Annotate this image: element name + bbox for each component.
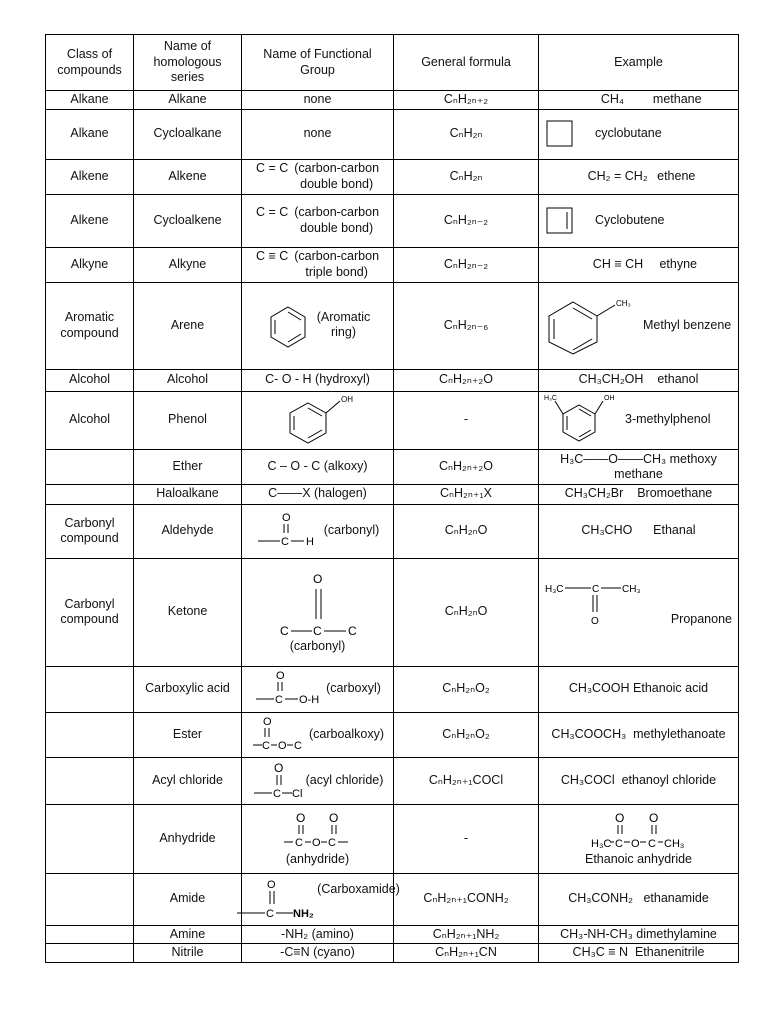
series-cell: Aldehyde <box>134 504 242 558</box>
group-cell <box>242 391 394 449</box>
series-cell: Cycloalkane <box>134 109 242 159</box>
table-row <box>46 109 739 159</box>
svg-text:C: C <box>279 624 289 639</box>
group-cell <box>242 757 394 804</box>
example-cell <box>539 666 739 712</box>
class-cell <box>46 449 134 484</box>
methylphenol-structure <box>543 393 623 447</box>
svg-text:C: C <box>261 739 270 752</box>
example-cell <box>539 504 739 558</box>
example-formula: CH₂ = CH₂ <box>587 168 648 183</box>
group-cell <box>242 558 394 666</box>
class-cell: Alcohol <box>46 391 134 449</box>
series-cell: Phenol <box>134 391 242 449</box>
series-cell: Amine <box>134 925 242 944</box>
svg-text:CH₃: CH₃ <box>622 584 641 596</box>
class-cell <box>46 757 134 804</box>
group-cell <box>242 666 394 712</box>
group-description: (Carboxamide) <box>317 882 400 897</box>
formula-cell: CₙH₂ₙ₋₂ <box>394 247 539 282</box>
series-cell: Ether <box>134 449 242 484</box>
svg-text:O: O <box>591 616 599 628</box>
formula-cell: CₙH₂ₙ₊₁CONH₂ <box>394 873 539 925</box>
formula-cell: CₙH₂ₙO <box>394 504 539 558</box>
example-name: methoxy <box>669 451 717 466</box>
formula-cell: CₙH₂ₙO <box>394 558 539 666</box>
example-formula: CH₃CH₂OH <box>578 372 644 387</box>
example-formula: H₃C——O——CH₃ <box>560 451 667 466</box>
table-row <box>46 558 739 666</box>
class-cell <box>46 666 134 712</box>
group-description: (anhydride) <box>285 851 350 866</box>
svg-text:CH₃: CH₃ <box>663 837 684 850</box>
example-name: ethanol <box>657 372 699 387</box>
table-row <box>46 504 739 558</box>
example-name: cyclobutane <box>595 126 662 141</box>
cyclobutene-structure <box>543 205 575 237</box>
svg-text:O: O <box>281 512 291 525</box>
methyl-benzene-structure <box>543 294 639 358</box>
example-formula: CH₃COCl <box>560 772 615 787</box>
group-cell <box>242 247 394 282</box>
svg-text:O: O <box>295 810 305 825</box>
example-cell <box>539 369 739 391</box>
example-name: Bromoethane <box>637 486 713 501</box>
example-name: Ethanoic anhydride <box>584 851 693 866</box>
example-name: Ethanoic acid <box>633 681 709 696</box>
amide-structure <box>235 876 317 922</box>
formula-cell: CₙH₂ₙO₂ <box>394 666 539 712</box>
group-cell <box>242 804 394 873</box>
example-cell <box>539 449 739 484</box>
group-cell <box>242 159 394 194</box>
example-formula: CH₃CH₂Br <box>564 486 624 501</box>
svg-text:C: C <box>592 584 600 596</box>
anhydride-structure <box>278 810 358 852</box>
table-row <box>46 757 739 804</box>
series-cell: Ester <box>134 712 242 757</box>
group-cell <box>242 873 400 925</box>
svg-text:C: C <box>280 536 289 549</box>
svg-text:NH₂: NH₂ <box>293 908 314 921</box>
example-name: ethanoyl chloride <box>621 772 717 787</box>
formula-cell: - <box>394 804 539 873</box>
svg-text:O: O <box>614 810 624 825</box>
class-cell <box>46 944 134 963</box>
example-name: ethanamide <box>643 891 709 906</box>
header-example: Example <box>539 35 739 91</box>
formula-cell: CₙH₂ₙ₊₁COCl <box>394 757 539 804</box>
svg-text:C: C <box>275 694 284 707</box>
example-cell <box>539 91 739 110</box>
series-cell: Carboxylic acid <box>134 666 242 712</box>
cyclobutane-structure <box>543 118 575 150</box>
example-cell <box>539 925 739 944</box>
class-cell: Alkane <box>46 91 134 110</box>
header-group: Name of Functional Group <box>242 35 394 91</box>
group-cell <box>242 712 394 757</box>
example-name: methane <box>652 92 702 106</box>
class-cell <box>46 873 134 925</box>
example-formula: CH₃COOCH₃ <box>551 726 627 741</box>
series-cell: Arene <box>134 282 242 369</box>
formula-cell: CₙH₂ₙ <box>394 159 539 194</box>
formula-cell: CₙH₂ₙ₋₆ <box>394 282 539 369</box>
series-cell: Haloalkane <box>134 484 242 504</box>
svg-text:O: O <box>273 760 283 775</box>
example-name-continued: methane <box>614 466 663 481</box>
example-name: ethene <box>657 168 696 183</box>
example-name: 3-methylphenol <box>625 412 711 427</box>
class-cell <box>46 925 134 944</box>
ketone-structure <box>268 569 368 639</box>
table-row <box>46 484 739 504</box>
table-row <box>46 91 739 110</box>
class-cell: Aromatic compound <box>46 282 134 369</box>
formula-cell: - <box>394 391 539 449</box>
svg-text:C: C <box>647 837 656 850</box>
svg-text:O: O <box>267 879 276 892</box>
formula-cell: CₙH₂ₙ₊₂O <box>394 369 539 391</box>
homologous-series-table <box>45 34 739 963</box>
svg-text:O: O <box>277 739 287 752</box>
svg-text:C: C <box>347 624 357 639</box>
svg-text:C: C <box>312 624 322 639</box>
table-row <box>46 369 739 391</box>
example-cell <box>539 757 739 804</box>
table-row <box>46 712 739 757</box>
svg-text:C: C <box>266 908 275 921</box>
formula-cell: CₙH₂ₙ₊₂ <box>394 91 539 110</box>
formula-cell: CₙH₂ₙ₋₂ <box>394 194 539 247</box>
class-cell <box>46 804 134 873</box>
svg-text:Cl: Cl <box>291 787 302 800</box>
group-description: (Aromatic ring) <box>316 309 371 340</box>
svg-text:O: O <box>311 836 321 849</box>
formula-cell: CₙH₂ₙ <box>394 109 539 159</box>
group-cell: none <box>242 91 394 110</box>
group-description: (carbonyl) <box>289 639 346 654</box>
table-row <box>46 194 739 247</box>
header-series: Name of homologous series <box>134 35 242 91</box>
formula-cell: CₙH₂ₙ₊₁X <box>394 484 539 504</box>
example-name: methylethanoate <box>633 726 726 741</box>
example-formula: CH₃CONH₂ <box>568 891 634 906</box>
group-description: (carboxyl) <box>326 681 381 696</box>
example-cell <box>539 159 739 194</box>
formula-cell: CₙH₂ₙ₊₁CN <box>394 944 539 963</box>
svg-text:H: H <box>305 536 314 549</box>
formula-cell: CₙH₂ₙ₊₁NH₂ <box>394 925 539 944</box>
carboxyl-structure <box>254 669 324 709</box>
svg-text:C: C <box>614 837 623 850</box>
example-name: Propanone <box>670 612 732 627</box>
class-cell: Carbonyl compound <box>46 558 134 666</box>
example-name: ethyne <box>659 256 697 271</box>
series-cell: Alkane <box>134 91 242 110</box>
table-row <box>46 666 739 712</box>
group-description: (carbon-carbon double bond) <box>294 205 380 235</box>
table-row <box>46 282 739 369</box>
series-cell: Acyl chloride <box>134 757 242 804</box>
aldehyde-structure <box>256 511 318 551</box>
series-cell: Amide <box>134 873 242 925</box>
table-row <box>46 449 739 484</box>
group-cell: C – O - C (alkoxy) <box>242 449 394 484</box>
hydroxyl-label: OH <box>604 395 615 403</box>
example-formula: CH₃C ≡ N <box>572 945 628 960</box>
class-cell: Alcohol <box>46 369 134 391</box>
class-cell: Alkane <box>46 109 134 159</box>
example-cell <box>539 194 739 247</box>
example-cell <box>539 712 739 757</box>
example-cell <box>539 247 739 282</box>
example-cell <box>539 804 739 873</box>
svg-text:O: O <box>328 810 338 825</box>
class-cell: Alkene <box>46 159 134 194</box>
group-cell: C- O - H (hydroxyl) <box>242 369 394 391</box>
class-cell: Carbonyl compound <box>46 504 134 558</box>
table-row <box>46 247 739 282</box>
example-cell <box>539 484 739 504</box>
svg-text:O: O <box>262 715 272 728</box>
example-name: Ethanal <box>653 523 696 538</box>
group-cell: none <box>242 109 394 159</box>
series-cell: Nitrile <box>134 944 242 963</box>
example-cell <box>539 391 739 449</box>
series-cell: Alcohol <box>134 369 242 391</box>
group-cell <box>242 504 394 558</box>
group-formula: C = C <box>255 205 289 219</box>
svg-text:H₃C: H₃C <box>545 584 564 596</box>
class-cell: Alkyne <box>46 247 134 282</box>
series-cell: Anhydride <box>134 804 242 873</box>
series-cell: Alkene <box>134 159 242 194</box>
example-cell <box>539 109 739 159</box>
group-cell <box>242 194 394 247</box>
class-cell <box>46 484 134 504</box>
example-formula: CH₄ <box>600 92 624 106</box>
svg-text:C: C <box>327 836 336 849</box>
header-formula: General formula <box>394 35 539 91</box>
formula-cell: CₙH₂ₙ₊₂O <box>394 449 539 484</box>
svg-text:O: O <box>648 810 658 825</box>
formula-cell: CₙH₂ₙO₂ <box>394 712 539 757</box>
group-description: (carbon-carbon triple bond) <box>294 249 380 279</box>
header-class: Class of compounds <box>46 35 134 91</box>
svg-text:C: C <box>293 739 302 752</box>
group-description: (carboalkoxy) <box>308 726 385 741</box>
example-cell <box>539 944 739 963</box>
svg-text:O: O <box>312 572 322 587</box>
table-row <box>46 804 739 873</box>
table-row <box>46 873 739 925</box>
example-formula: CH₃CHO <box>581 523 633 538</box>
example-formula: CH₃-NH-CH₃ <box>560 926 633 941</box>
phenol-structure <box>268 393 368 447</box>
series-cell: Ketone <box>134 558 242 666</box>
group-description: (carbonyl) <box>323 523 380 538</box>
acyl-chloride-structure <box>252 760 306 802</box>
group-cell: -NH₂ (amino) <box>242 925 394 944</box>
example-formula: CH₃COOH <box>568 681 630 696</box>
group-formula: C = C <box>255 161 289 175</box>
svg-text:C: C <box>272 787 281 800</box>
example-name: Methyl benzene <box>643 317 732 332</box>
series-cell: Cycloalkene <box>134 194 242 247</box>
example-cell <box>539 282 739 369</box>
svg-text:O-H: O-H <box>299 694 320 707</box>
svg-text:O: O <box>630 837 640 850</box>
propanone-structure <box>543 568 663 638</box>
class-cell: Alkene <box>46 194 134 247</box>
example-name: dimethylamine <box>636 926 717 941</box>
example-cell <box>539 558 739 666</box>
class-cell <box>46 712 134 757</box>
table-row <box>46 159 739 194</box>
ester-structure <box>251 715 307 755</box>
ethanoic-anhydride-structure <box>579 810 699 852</box>
example-cell <box>539 873 739 925</box>
example-formula: CH ≡ CH <box>592 256 644 271</box>
group-description: (carbon-carbon double bond) <box>294 161 380 191</box>
hydroxyl-label: OH <box>340 395 353 405</box>
group-cell: C——X (halogen) <box>242 484 394 504</box>
example-name: Ethanenitrile <box>634 945 705 960</box>
table-row <box>46 944 739 963</box>
series-cell: Alkyne <box>134 247 242 282</box>
table-row <box>46 925 739 944</box>
example-name: Cyclobutene <box>595 212 665 227</box>
svg-text:C: C <box>294 836 303 849</box>
group-cell <box>242 282 394 369</box>
svg-text:O: O <box>276 670 285 683</box>
group-description: (acyl chloride) <box>305 772 384 787</box>
methyl-label: H₃C <box>544 395 557 403</box>
methyl-label: CH₃ <box>616 298 631 308</box>
svg-text:H₃C: H₃C <box>590 837 611 850</box>
header-row <box>46 35 739 91</box>
group-formula: C ≡ C <box>255 249 289 263</box>
table-row <box>46 391 739 449</box>
group-cell: -C≡N (cyano) <box>242 944 394 963</box>
benzene-ring-structure <box>265 304 311 348</box>
